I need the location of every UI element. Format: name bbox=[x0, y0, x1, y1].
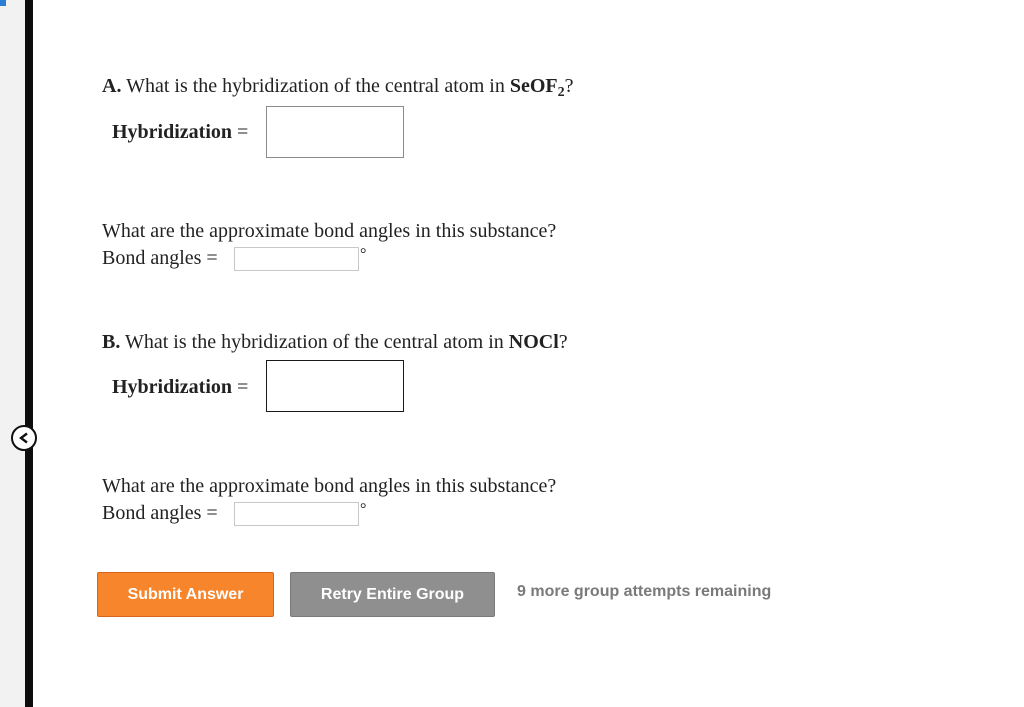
question-b-end: ? bbox=[558, 331, 568, 353]
question-b-text: What is the hybridization of the central atom in bbox=[120, 331, 509, 353]
question-b-letter: B. bbox=[102, 331, 121, 353]
hybridization-label-b bbox=[112, 375, 248, 399]
question-a-end: ? bbox=[564, 75, 574, 97]
question-a-letter: A. bbox=[102, 75, 122, 97]
accent-marker bbox=[0, 0, 6, 6]
retry-entire-group-button[interactable]: Retry Entire Group bbox=[290, 572, 495, 617]
submit-answer-button[interactable]: Submit Answer bbox=[97, 572, 274, 617]
bond-question-a: What are the approximate bond angles in this substance? bbox=[102, 220, 557, 242]
bond-angles-input-b[interactable] bbox=[234, 502, 359, 526]
formula-a-subscript: 2 bbox=[557, 85, 565, 100]
left-gutter bbox=[0, 0, 25, 707]
hybridization-equals-a: = bbox=[232, 121, 249, 143]
bond-angles-label-a: Bond angles = bbox=[102, 247, 218, 269]
bond-question-b: What are the approximate bond angles in this substance? bbox=[102, 475, 557, 497]
attempts-remaining-text: 9 more group attempts remaining bbox=[517, 583, 772, 600]
bond-angles-label-b: Bond angles = bbox=[102, 502, 218, 524]
hybridization-label-a bbox=[112, 120, 248, 144]
hybridization-label-a-text: Hybridization bbox=[112, 121, 233, 143]
hybridization-label-b-text: Hybridization bbox=[112, 376, 233, 398]
degree-symbol-a: ° bbox=[360, 246, 367, 263]
hybridization-dropzone-a[interactable] bbox=[266, 106, 404, 158]
formula-b: NOCl bbox=[508, 331, 559, 353]
chevron-left-icon bbox=[18, 432, 30, 444]
formula-a-main: SeOF bbox=[509, 75, 558, 97]
collapse-sidebar-button[interactable] bbox=[11, 425, 37, 451]
hybridization-equals-b: = bbox=[232, 376, 249, 398]
degree-symbol-b: ° bbox=[360, 501, 367, 518]
question-b bbox=[102, 330, 568, 354]
left-rail bbox=[25, 0, 33, 707]
question-a bbox=[102, 74, 574, 98]
bond-angles-input-a[interactable] bbox=[234, 247, 359, 271]
formula-a bbox=[509, 75, 565, 100]
hybridization-dropzone-b[interactable] bbox=[266, 360, 404, 412]
question-a-text: What is the hybridization of the central atom in bbox=[121, 75, 510, 97]
